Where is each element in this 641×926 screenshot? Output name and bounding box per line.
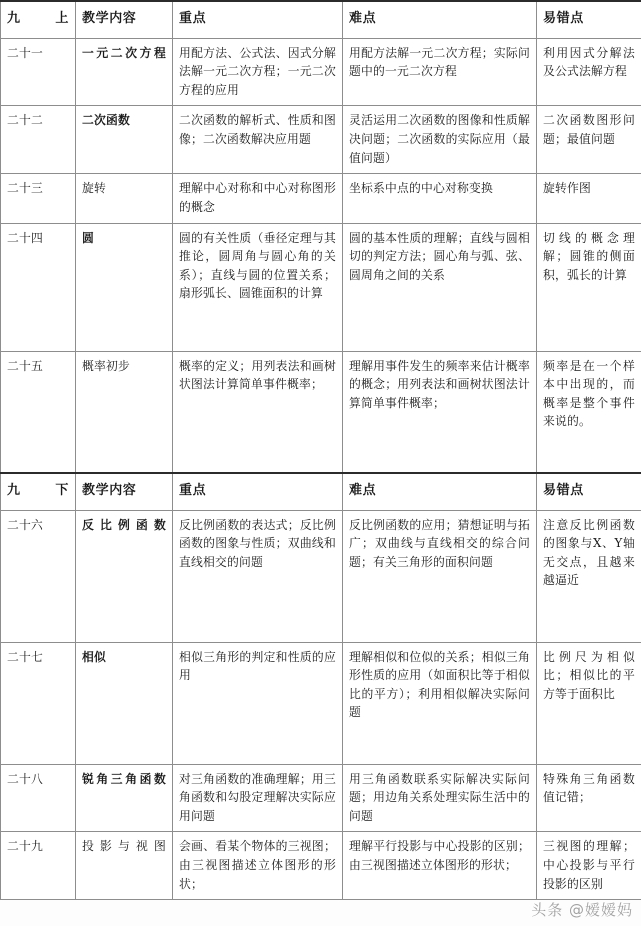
row-topic: 投影与视图 <box>76 832 173 900</box>
row-chapter: 二十四 <box>1 223 76 351</box>
row-difficult-points: 用配方法解一元二次方程；实际问题中的一元二次方程 <box>343 38 537 106</box>
row-key-points: 理解中心对称和中心对称图形的概念 <box>173 174 343 223</box>
row-chapter: 二十六 <box>1 510 76 642</box>
row-error-prone: 切线的概念理解；圆锥的侧面积，弧长的计算 <box>537 223 641 351</box>
row-error-prone: 旋转作图 <box>537 174 641 223</box>
row-topic: 旋转 <box>76 174 173 223</box>
row-difficult-points: 理解相似和位似的关系；相似三角形性质的应用（如面积比等于相似比的平方）；利用相似解决实际问题 <box>343 642 537 764</box>
row-error-prone: 注意反比例函数的图象与X、Y轴无交点，且越来越逼近 <box>537 510 641 642</box>
row-error-prone: 利用因式分解法及公式法解方程 <box>537 38 641 106</box>
row-difficult-points: 用三角函数联系实际解决实际问题；用边角关系处理实际生活中的问题 <box>343 764 537 832</box>
row-key-points: 用配方法、公式法、因式分解法解一元二次方程；一元二次方程的应用 <box>173 38 343 106</box>
column-header-topic: 教学内容 <box>76 473 173 510</box>
row-key-points: 反比例函数的表达式；反比例函数的图象与性质；双曲线和直线相交的问题 <box>173 510 343 642</box>
row-chapter: 二十二 <box>1 106 76 174</box>
column-header-term: 九下 <box>1 473 76 510</box>
row-key-points: 二次函数的解析式、性质和图像；二次函数解决应用题 <box>173 106 343 174</box>
row-error-prone: 二次函数图形问题；最值问题 <box>537 106 641 174</box>
row-difficult-points: 理解用事件发生的频率来估计概率的概念；用列表法和画树状图法计算简单事件概率； <box>343 351 537 473</box>
table-row <box>1 106 641 174</box>
column-header-error-prone: 易错点 <box>537 473 641 510</box>
row-key-points: 会画、看某个物体的三视图；由三视图描述立体图形的形状； <box>173 832 343 900</box>
table-row <box>1 832 641 900</box>
row-key-points: 圆的有关性质（垂径定理与其推论，圆周角与圆心角的关系）；直线与圆的位置关系；扇形弧长、圆锥面积的计算 <box>173 223 343 351</box>
table-row <box>1 642 641 764</box>
table-row <box>1 510 641 642</box>
row-difficult-points: 理解平行投影与中心投影的区别；由三视图描述立体图形的形状； <box>343 832 537 900</box>
row-chapter: 二十九 <box>1 832 76 900</box>
row-error-prone: 特殊角三角函数值记错； <box>537 764 641 832</box>
row-difficult-points: 反比例函数的应用；猜想证明与拓广；双曲线与直线相交的综合问题；有关三角形的面积问题 <box>343 510 537 642</box>
column-header-key-points: 重点 <box>173 1 343 38</box>
column-header-difficult-points: 难点 <box>343 1 537 38</box>
row-topic: 锐角三角函数 <box>76 764 173 832</box>
row-difficult-points: 灵活运用二次函数的图像和性质解决问题；二次函数的实际应用（最值问题） <box>343 106 537 174</box>
row-chapter: 二十一 <box>1 38 76 106</box>
row-topic: 圆 <box>76 223 173 351</box>
table-row <box>1 174 641 223</box>
section-header-row-grade9-upper <box>1 1 641 38</box>
table-row <box>1 764 641 832</box>
column-header-topic: 教学内容 <box>76 1 173 38</box>
row-topic: 一元二次方程 <box>76 38 173 106</box>
table-row <box>1 351 641 473</box>
row-key-points: 对三角函数的准确理解；用三角函数和勾股定理解决实际应用问题 <box>173 764 343 832</box>
row-key-points: 概率的定义；用列表法和画树状图法计算简单事件概率； <box>173 351 343 473</box>
row-chapter: 二十八 <box>1 764 76 832</box>
table-row <box>1 223 641 351</box>
column-header-term: 九上 <box>1 1 76 38</box>
column-header-key-points: 重点 <box>173 473 343 510</box>
row-error-prone: 三视图的理解；中心投影与平行投影的区别 <box>537 832 641 900</box>
row-key-points: 相似三角形的判定和性质的应用 <box>173 642 343 764</box>
row-difficult-points: 坐标系中点的中心对称变换 <box>343 174 537 223</box>
table-row <box>1 38 641 106</box>
row-topic: 反比例函数 <box>76 510 173 642</box>
row-error-prone: 比例尺为相似比；相似比的平方等于面积比 <box>537 642 641 764</box>
row-chapter: 二十五 <box>1 351 76 473</box>
row-topic: 相似 <box>76 642 173 764</box>
watermark: 头条 @嫒嫒妈 <box>531 901 633 919</box>
row-chapter: 二十三 <box>1 174 76 223</box>
row-difficult-points: 圆的基本性质的理解；直线与圆相切的判定方法；圆心角与弧、弦、圆周角之间的关系 <box>343 223 537 351</box>
column-header-error-prone: 易错点 <box>537 1 641 38</box>
row-error-prone: 频率是在一个样本中出现的，而概率是整个事件来说的。 <box>537 351 641 473</box>
column-header-difficult-points: 难点 <box>343 473 537 510</box>
row-chapter: 二十七 <box>1 642 76 764</box>
row-topic: 二次函数 <box>76 106 173 174</box>
row-topic: 概率初步 <box>76 351 173 473</box>
section-header-row-grade9-lower <box>1 473 641 510</box>
